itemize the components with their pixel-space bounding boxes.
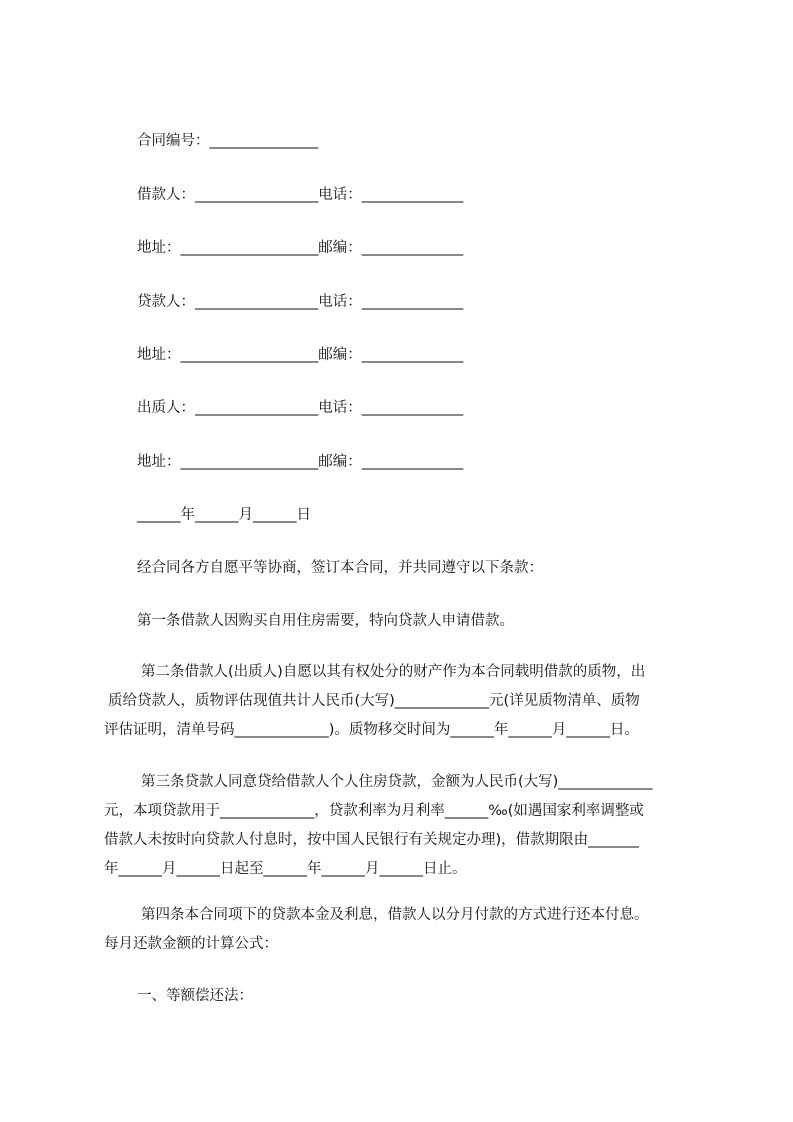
date-line: ______年______月______日 bbox=[137, 507, 311, 523]
article-3-line-1: 第三条贷款人同意贷给借款人个人住房贷款，金额为人民币(大写)_____________ bbox=[141, 774, 653, 790]
article-4-line-1: 第四条本合同项下的贷款本金及利息，借款人以分月付款的方式进行还本付息。 bbox=[141, 907, 649, 923]
pledgor-address-line: 地址：___________________邮编：______________ bbox=[137, 454, 464, 470]
article-4 bbox=[104, 901, 704, 959]
contract-number-line: 合同编号：_______________ bbox=[137, 133, 319, 149]
article-2-line-2: 质给贷款人，质物评估现值共计人民币(大写)_____________元(详见质物清单、质物 bbox=[108, 693, 640, 709]
repayment-method-heading: 一、等额偿还法： bbox=[137, 988, 253, 1004]
article-3 bbox=[104, 768, 704, 884]
borrower-line: 借款人：_________________电话：______________ bbox=[137, 187, 464, 203]
article-3-line-2: 元，本项贷款用于_____________，贷款利率为月利率______‰(如遇国家利率调整或 bbox=[104, 803, 644, 819]
article-2-line-3: 评估证明，清单号码_____________)。质物移交时间为______年______月______日。 bbox=[104, 722, 639, 738]
article-1: 第一条借款人因购买自用住房需要，特向贷款人申请借款。 bbox=[137, 613, 514, 629]
lender-line: 贷款人：_________________电话：______________ bbox=[137, 294, 464, 310]
borrower-address-line: 地址：___________________邮编：______________ bbox=[137, 240, 464, 256]
article-3-line-4: 年______月______日起至______年______月______日止。 bbox=[104, 861, 467, 877]
article-2-line-1: 第二条借款人(出质人)自愿以其有权处分的财产作为本合同载明借款的质物，出 bbox=[141, 664, 646, 680]
article-2 bbox=[104, 658, 704, 745]
pledgor-line: 出质人：_________________电话：______________ bbox=[137, 400, 464, 416]
article-4-line-2: 每月还款金额的计算公式： bbox=[104, 936, 278, 952]
lender-address-line: 地址：___________________邮编：______________ bbox=[137, 347, 464, 363]
intro-paragraph: 经合同各方自愿平等协商，签订本合同，并共同遵守以下条款： bbox=[137, 560, 543, 576]
article-3-line-3: 借款人未按时向贷款人付息时，按中国人民银行有关规定办理)，借款期限由_______ bbox=[104, 832, 639, 848]
